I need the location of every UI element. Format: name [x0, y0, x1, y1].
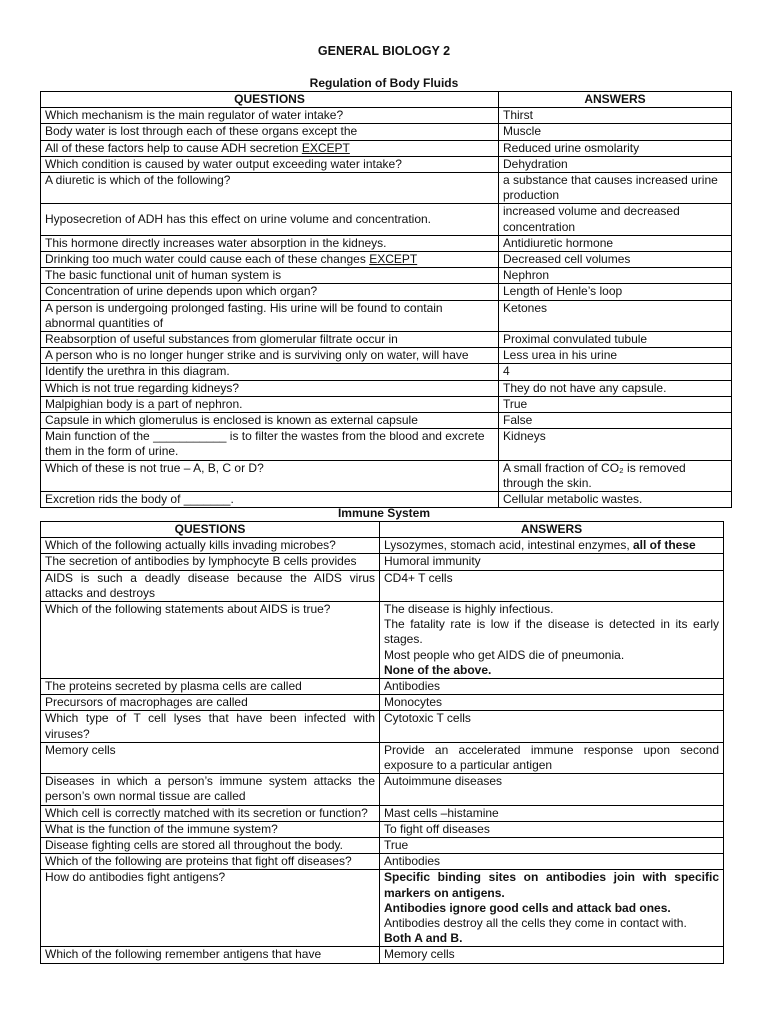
table-row	[41, 380, 732, 396]
answer-cell: Cytotoxic T cells	[380, 711, 724, 742]
answer-cell: Monocytes	[380, 695, 724, 711]
table-row	[41, 742, 724, 773]
section-title-immune-system: Immune System	[337, 506, 431, 520]
answer-cell: Humoral immunity	[380, 554, 724, 570]
question-cell: Main function of the ___________ is to filter the wastes from the blood and excrete them in the form of urine.	[41, 429, 499, 460]
table-row	[41, 870, 724, 947]
table-row	[41, 460, 732, 491]
table-row	[41, 140, 732, 156]
question-cell: Memory cells	[41, 742, 380, 773]
question-cell: Diseases in which a person’s immune system attacks the person’s own normal tissue are called	[41, 774, 380, 805]
answer-cell: Provide an accelerated immune response upon second exposure to a particular antigen	[380, 742, 724, 773]
question-cell: Identify the urethra in this diagram.	[41, 364, 499, 380]
table-row	[41, 602, 724, 679]
table-row	[41, 538, 724, 554]
answer-cell: A small fraction of CO₂ is removed through the skin.	[499, 460, 732, 491]
table-row	[41, 805, 724, 821]
answer-cell: Less urea in his urine	[499, 348, 732, 364]
table-row	[41, 173, 732, 204]
question-cell: The secretion of antibodies by lymphocyte B cells provides	[41, 554, 380, 570]
table-row	[41, 413, 732, 429]
answer-cell: Antibodies	[380, 854, 724, 870]
answer-option: The disease is highly infectious.	[384, 602, 554, 617]
emphasis-except: EXCEPT	[369, 252, 418, 267]
question-cell: Reabsorption of useful substances from glomerular filtrate occur in	[41, 332, 499, 348]
table-row	[41, 396, 732, 412]
table-row	[41, 854, 724, 870]
question-cell: Which condition is caused by water output exceeding water intake?	[41, 156, 499, 172]
answer-cell: Ketones	[499, 300, 732, 331]
answer-cell: CD4+ T cells	[380, 570, 724, 601]
answer-option-correct: None of the above.	[384, 662, 492, 677]
table-row	[41, 821, 724, 837]
question-cell	[41, 140, 499, 156]
answers-header: ANSWERS	[380, 522, 724, 538]
answer-option-correct: Antibodies ignore good cells and attack bad ones.	[384, 900, 671, 915]
answer-cell: Autoimmune diseases	[380, 774, 724, 805]
document-title: GENERAL BIOLOGY 2	[317, 44, 451, 58]
answer-cell	[380, 870, 724, 947]
question-cell: Malpighian body is a part of nephron.	[41, 396, 499, 412]
answer-cell: Nephron	[499, 268, 732, 284]
question-text: All of these factors help to cause ADH secretion	[45, 140, 302, 155]
question-cell: Which cell is correctly matched with its secretion or function?	[41, 805, 380, 821]
answer-text: Lysozymes, stomach acid, intestinal enzymes,	[384, 538, 633, 553]
question-cell: How do antibodies fight antigens?	[41, 870, 380, 947]
table-row	[41, 348, 732, 364]
table-row	[41, 364, 732, 380]
question-cell: What is the function of the immune system?	[41, 821, 380, 837]
table-row	[41, 156, 732, 172]
answers-header: ANSWERS	[499, 92, 732, 108]
question-cell: AIDS is such a deadly disease because the AIDS virus attacks and destroys	[41, 570, 380, 601]
question-cell: This hormone directly increases water absorption in the kidneys.	[41, 235, 499, 251]
questions-header: QUESTIONS	[41, 522, 380, 538]
table-row	[41, 570, 724, 601]
answer-option-correct: Specific binding sites on antibodies join with specific markers on antigens.	[384, 870, 719, 900]
question-cell: Capsule in which glomerulus is enclosed is known as external capsule	[41, 413, 499, 429]
table-row	[41, 252, 732, 268]
answer-cell: Dehydration	[499, 156, 732, 172]
table-row	[41, 838, 724, 854]
table-row	[41, 429, 732, 460]
question-cell: The proteins secreted by plasma cells are called	[41, 679, 380, 695]
answer-option: The fatality rate is low if the disease is detected in its early stages.	[384, 617, 719, 647]
table-row	[41, 108, 732, 124]
question-cell: A person who is no longer hunger strike and is surviving only on water, will have	[41, 348, 499, 364]
question-cell: Which type of T cell lyses that have been infected with viruses?	[41, 711, 380, 742]
answer-cell: Muscle	[499, 124, 732, 140]
table-row	[41, 679, 724, 695]
answer-option: Antibodies destroy all the cells they come in contact with.	[384, 916, 687, 931]
answer-cell	[380, 602, 724, 679]
answer-cell: increased volume and decreased concentration	[499, 204, 732, 235]
answer-cell: Proximal convulated tubule	[499, 332, 732, 348]
question-cell: Concentration of urine depends upon which organ?	[41, 284, 499, 300]
body-fluids-table	[40, 91, 732, 508]
table-row	[41, 268, 732, 284]
question-cell: A person is undergoing prolonged fasting. His urine will be found to contain abnormal quantities of	[41, 300, 499, 331]
answer-cell: Memory cells	[380, 947, 724, 963]
question-cell: Body water is lost through each of these organs except the	[41, 124, 499, 140]
table-row	[41, 204, 732, 235]
table-row	[41, 695, 724, 711]
table-row	[41, 774, 724, 805]
table-row	[41, 554, 724, 570]
answer-cell: Kidneys	[499, 429, 732, 460]
answer-cell: To fight off diseases	[380, 821, 724, 837]
answer-cell: Antidiuretic hormone	[499, 235, 732, 251]
answer-cell: True	[380, 838, 724, 854]
answer-emphasis: all of these	[633, 538, 696, 553]
question-cell: A diuretic is which of the following?	[41, 173, 499, 204]
question-text: Drinking too much water could cause each of these changes	[45, 252, 370, 267]
question-cell: Which of the following actually kills invading microbes?	[41, 538, 380, 554]
questions-header: QUESTIONS	[41, 92, 499, 108]
answer-option-correct: Both A and B.	[384, 931, 463, 946]
answer-cell: Antibodies	[380, 679, 724, 695]
answer-cell: Mast cells –histamine	[380, 805, 724, 821]
table-row	[41, 332, 732, 348]
table-row	[41, 235, 732, 251]
table-row	[41, 947, 724, 963]
table-row	[41, 124, 732, 140]
question-cell: Precursors of macrophages are called	[41, 695, 380, 711]
question-cell: Which of the following statements about AIDS is true?	[41, 602, 380, 679]
answer-cell: They do not have any capsule.	[499, 380, 732, 396]
question-cell: The basic functional unit of human system is	[41, 268, 499, 284]
question-cell	[41, 252, 499, 268]
immune-system-table	[40, 521, 724, 964]
question-cell: Which is not true regarding kidneys?	[41, 380, 499, 396]
table-header-row	[41, 92, 732, 108]
question-cell: Which of the following are proteins that fight off diseases?	[41, 854, 380, 870]
table-header-row	[41, 522, 724, 538]
answer-option: Most people who get AIDS die of pneumonia.	[384, 647, 625, 662]
answer-cell: Length of Henle’s loop	[499, 284, 732, 300]
question-cell: Excretion rids the body of _______.	[41, 492, 499, 508]
section-title-body-fluids: Regulation of Body Fluids	[309, 76, 459, 90]
question-cell: Which of these is not true – A, B, C or D?	[41, 460, 499, 491]
emphasis-except: EXCEPT	[301, 140, 350, 155]
question-cell: Which of the following remember antigens that have	[41, 947, 380, 963]
answer-cell	[380, 538, 724, 554]
answer-cell: a substance that causes increased urine production	[499, 173, 732, 204]
question-cell: Which mechanism is the main regulator of water intake?	[41, 108, 499, 124]
answer-cell: 4	[499, 364, 732, 380]
question-cell: Disease fighting cells are stored all throughout the body.	[41, 838, 380, 854]
table-row	[41, 300, 732, 331]
table-row	[41, 711, 724, 742]
answer-cell: Reduced urine osmolarity	[499, 140, 732, 156]
question-cell: Hyposecretion of ADH has this effect on urine volume and concentration.	[41, 204, 499, 235]
answer-cell: Decreased cell volumes	[499, 252, 732, 268]
table-row	[41, 284, 732, 300]
answer-cell: Cellular metabolic wastes.	[499, 492, 732, 508]
answer-cell: Thirst	[499, 108, 732, 124]
answer-cell: False	[499, 413, 732, 429]
answer-cell: True	[499, 396, 732, 412]
